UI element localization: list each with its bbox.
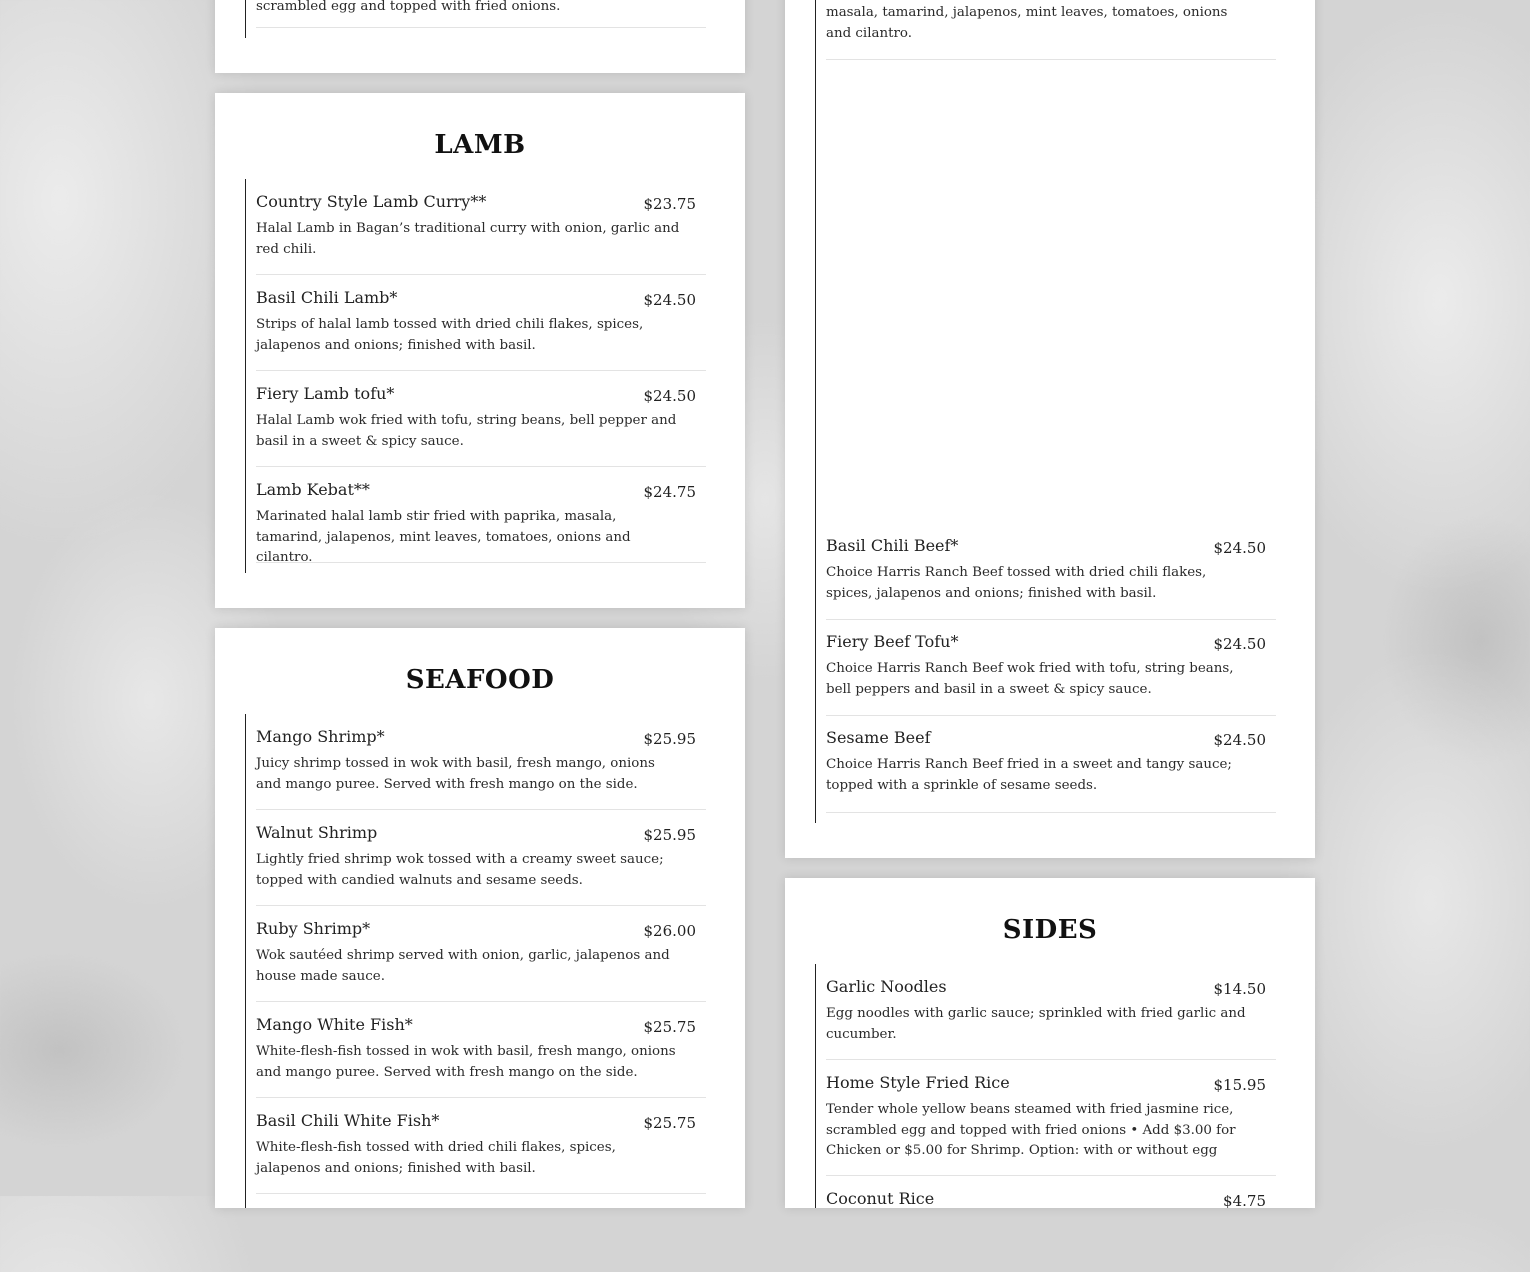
- menu-item[interactable]: [826, 536, 1276, 620]
- menu-item-list: [245, 714, 706, 1208]
- menu-item-name: Lamb Kebat**: [256, 480, 370, 499]
- menu-item-description: Halal Lamb in Bagan’s traditional curry with onion, garlic and red chili.: [256, 221, 680, 257]
- menu-item[interactable]: [826, 1073, 1276, 1176]
- menu-item[interactable]: [256, 823, 706, 906]
- menu-item-description: Egg noodles with garlic sauce; sprinkled with fried garlic and cucumber.: [826, 1006, 1246, 1042]
- menu-item-price: $24.50: [1213, 539, 1266, 557]
- menu-item-description: Choice Harris Ranch Beef wok fried with tofu, string beans, bell peppers and basil in a sweet & spicy sauce.: [826, 661, 1234, 697]
- menu-item-description: masala, tamarind, jalapenos, mint leaves, tomatoes, onions and cilantro.: [826, 5, 1228, 41]
- menu-item-description: White-flesh-fish tossed with dried chili flakes, spices, jalapenos and onions; finished with basil.: [256, 1140, 616, 1176]
- menu-item[interactable]: [256, 919, 706, 1002]
- menu-item-name: Basil Chili White Fish*: [256, 1111, 440, 1130]
- menu-item[interactable]: [256, 384, 706, 467]
- menu-item-price: $24.75: [643, 483, 696, 501]
- menu-item-name: Basil Chili Beef*: [826, 536, 959, 555]
- menu-item[interactable]: [256, 192, 706, 275]
- menu-item-description: Lightly fried shrimp wok tossed with a creamy sweet sauce; topped with candied walnuts and sesame seeds.: [256, 852, 664, 888]
- menu-item-name: Country Style Lamb Curry**: [256, 192, 487, 211]
- menu-item-price: $15.95: [1213, 1076, 1266, 1094]
- section-title-lamb: LAMB: [434, 130, 526, 160]
- menu-card-beef: [785, 0, 1315, 858]
- menu-item-name: Fiery Lamb tofu*: [256, 384, 395, 403]
- menu-item-price: $26.00: [643, 922, 696, 940]
- image-placeholder: [826, 60, 1276, 515]
- menu-item-price: $24.50: [643, 291, 696, 309]
- menu-item-name: Basil Chili Lamb*: [256, 288, 398, 307]
- menu-item[interactable]: [826, 1189, 1276, 1272]
- menu-item[interactable]: [256, 727, 706, 810]
- menu-item-description: Wok sautéed shrimp served with onion, garlic, jalapenos and house made sauce.: [256, 948, 670, 984]
- menu-item-price: $4.75: [1223, 1192, 1266, 1210]
- menu-item[interactable]: [826, 728, 1276, 813]
- menu-item-price: $14.50: [1213, 980, 1266, 998]
- menu-item-description: Choice Harris Ranch Beef fried in a sweet and tangy sauce; topped with a sprinkle of sesame seeds.: [826, 757, 1232, 793]
- menu-item[interactable]: [256, 1111, 706, 1194]
- menu-item: [256, 0, 706, 28]
- menu-card-seafood: [215, 628, 745, 1208]
- menu-item-price: $24.50: [643, 387, 696, 405]
- menu-item-description: Tender whole yellow beans steamed with fried jasmine rice, scrambled egg and topped with fried onions • Add $3.00 for Chicken or $5.00 for Shrimp. Option: with or without egg: [826, 1102, 1236, 1158]
- menu-item-list: [815, 964, 1276, 1208]
- menu-item[interactable]: [256, 1015, 706, 1098]
- menu-item-price: $24.50: [1213, 635, 1266, 653]
- menu-item-name: Home Style Fried Rice: [826, 1073, 1010, 1092]
- menu-item-description: Choice Harris Ranch Beef tossed with dried chili flakes, spices, jalapenos and onions; finished with basil.: [826, 565, 1207, 601]
- section-title-sides: SIDES: [1002, 915, 1098, 945]
- menu-card-sides: [785, 878, 1315, 1208]
- menu-item[interactable]: [826, 977, 1276, 1060]
- menu-item[interactable]: [256, 480, 706, 563]
- menu-card-lamb: [215, 93, 745, 608]
- menu-item-price: $23.75: [643, 195, 696, 213]
- menu-card-previous: [215, 0, 745, 73]
- menu-item-list: [245, 179, 706, 573]
- menu-item-description: White-flesh-fish tossed in wok with basil, fresh mango, onions and mango puree. Served with fresh mango on the side.: [256, 1044, 676, 1080]
- menu-item-price: $25.95: [643, 730, 696, 748]
- menu-item-price: $25.75: [643, 1114, 696, 1132]
- menu-item-name: Garlic Noodles: [826, 977, 947, 996]
- menu-item[interactable]: [826, 632, 1276, 716]
- menu-item-name: Mango Shrimp*: [256, 727, 385, 746]
- menu-item: [826, 0, 1276, 60]
- menu-item-description: Halal Lamb wok fried with tofu, string beans, bell pepper and basil in a sweet & spicy sauce.: [256, 413, 677, 449]
- menu-item[interactable]: [256, 288, 706, 371]
- menu-item-list: [815, 0, 1276, 823]
- menu-item-name: Ruby Shrimp*: [256, 919, 371, 938]
- menu-item-name: Coconut Rice: [826, 1189, 935, 1208]
- menu-item-price: $25.75: [643, 1018, 696, 1036]
- menu-item-description: Juicy shrimp tossed in wok with basil, fresh mango, onions and mango puree. Served with fresh mango on the side.: [256, 756, 655, 792]
- menu-item-name: Walnut Shrimp: [256, 823, 378, 842]
- menu-item-name: Mango White Fish*: [256, 1015, 413, 1034]
- section-title-seafood: SEAFOOD: [405, 665, 555, 695]
- menu-item-list: [245, 0, 706, 38]
- menu-item-description: Marinated halal lamb stir fried with paprika, masala, tamarind, jalapenos, mint leaves, tomatoes, onions and cilantro.: [256, 509, 631, 565]
- menu-item-description: Strips of halal lamb tossed with dried chili flakes, spices, jalapenos and onions; finished with basil.: [256, 317, 644, 353]
- menu-item-name: Fiery Beef Tofu*: [826, 632, 959, 651]
- menu-item-price: $25.95: [643, 826, 696, 844]
- menu-item-price: $24.50: [1213, 731, 1266, 749]
- menu-item-description: scrambled egg and topped with fried onions.: [256, 0, 561, 14]
- menu-item-name: Sesame Beef: [826, 728, 931, 747]
